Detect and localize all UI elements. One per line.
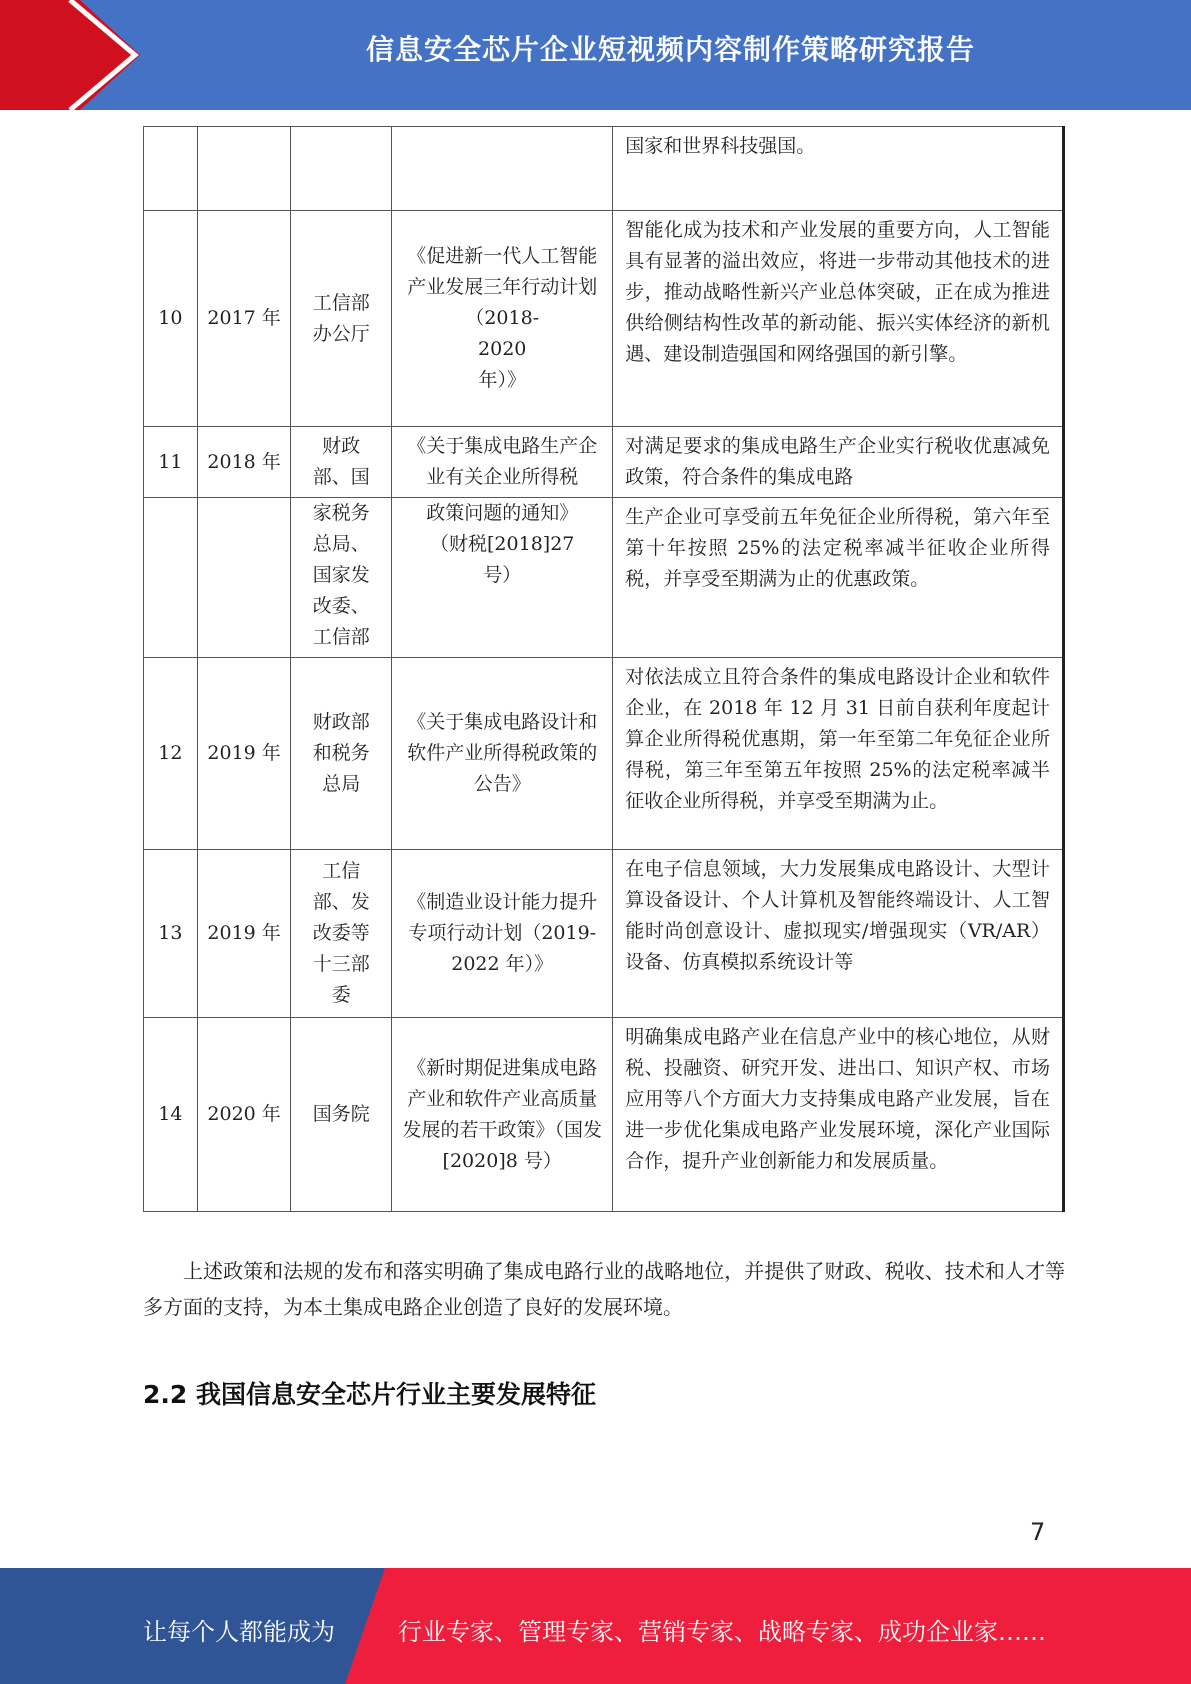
table-row <box>144 127 1064 211</box>
cell-doc: 政策问题的通知》 （财税[2018]27 号） <box>392 498 613 658</box>
cell-no <box>144 127 198 211</box>
cell-year <box>197 127 291 211</box>
cell-desc: 智能化成为技术和产业发展的重要方向，人工智能具有显著的溢出效应，将进一步带动其他技术的进步，推动战略性新兴产业总体突破，正在成为推进供给侧结构性改革的新动能、振兴实体经济的新机遇、建设制造强国和网络强国的新引擎。 <box>613 211 1064 427</box>
body-paragraph: 上述政策和法规的发布和落实明确了集成电路行业的战略地位，并提供了财政、税收、技术和人才等多方面的支持，为本土集成电路企业创造了良好的发展环境。 <box>143 1259 1065 1319</box>
cell-org: 财政 部、国 <box>291 427 392 498</box>
cell-desc: 明确集成电路产业在信息产业中的核心地位，从财税、投融资、研究开发、进出口、知识产权、市场应用等八个方面大力支持集成电路产业发展，旨在进一步优化集成电路产业发展环境，深化产业国际合作，提升产业创新能力和发展质量。 <box>613 1018 1064 1212</box>
page-footer <box>0 1568 1191 1684</box>
table-row <box>144 658 1064 850</box>
cell-org: 工信部 办公厅 <box>291 211 392 427</box>
cell-org: 财政部 和税务 总局 <box>291 658 392 850</box>
cell-no <box>144 498 198 658</box>
cell-no: 10 <box>144 211 198 427</box>
table-row <box>144 211 1064 427</box>
page-header <box>0 0 1191 110</box>
table-row <box>144 498 1064 658</box>
cell-org <box>291 127 392 211</box>
table-row <box>144 1018 1064 1212</box>
cell-desc: 对依法成立且符合条件的集成电路设计企业和软件企业，在 2018 年 12 月 31 日前自获利年度起计算企业所得税优惠期，第一年至第二年免征企业所得税，第三年至第五年按照 25%的法定税率减半征收企业所得税，并享受至期满为止。 <box>613 658 1064 850</box>
cell-desc: 生产企业可享受前五年免征企业所得税，第六年至第十年按照 25%的法定税率减半征收企业所得税，并享受至期满为止的优惠政策。 <box>613 498 1064 658</box>
footer-slogan-right: 行业专家、管理专家、营销专家、战略专家、成功企业家…… <box>398 1618 1046 1646</box>
cell-org: 国务院 <box>291 1018 392 1212</box>
table-row <box>144 850 1064 1018</box>
report-title: 信息安全芯片企业短视频内容制作策略研究报告 <box>365 33 975 66</box>
cell-year <box>197 498 291 658</box>
cell-doc <box>392 127 613 211</box>
cell-doc: 《制造业设计能力提升专项行动计划（2019-2022 年）》 <box>392 850 613 1018</box>
section-heading: 2.2 我国信息安全芯片行业主要发展特征 <box>143 1380 596 1409</box>
cell-org: 工信 部、发 改委等 十三部 委 <box>291 850 392 1018</box>
cell-org: 家税务 总局、 国家发 改委、 工信部 <box>291 498 392 658</box>
cell-desc: 对满足要求的集成电路生产企业实行税收优惠减免政策，符合条件的集成电路 <box>613 427 1064 498</box>
cell-desc: 在电子信息领域，大力发展集成电路设计、大型计算设备设计、个人计算机及智能终端设计、人工智能时尚创意设计、虚拟现实/增强现实（VR/AR）设备、仿真模拟系统设计等 <box>613 850 1064 1018</box>
policy-table <box>143 126 1065 1212</box>
cell-doc: 《新时期促进集成电路产业和软件产业高质量发展的若干政策》（国发[2020]8 号） <box>392 1018 613 1212</box>
cell-year: 2019 年 <box>197 658 291 850</box>
table-row <box>144 427 1064 498</box>
cell-no: 11 <box>144 427 198 498</box>
cell-no: 12 <box>144 658 198 850</box>
footer-slogan-left: 让每个人都能成为 <box>143 1618 335 1646</box>
cell-year: 2019 年 <box>197 850 291 1018</box>
cell-doc: 《关于集成电路生产企业有关企业所得税 <box>392 427 613 498</box>
cell-doc: 《促进新一代人工智能产业发展三年行动计划（2018- 2020 年）》 <box>392 211 613 427</box>
cell-year: 2018 年 <box>197 427 291 498</box>
cell-doc: 《关于集成电路设计和软件产业所得税政策的公告》 <box>392 658 613 850</box>
page-number: 7 <box>1030 1518 1046 1546</box>
cell-no: 13 <box>144 850 198 1018</box>
cell-no: 14 <box>144 1018 198 1212</box>
cell-desc: 国家和世界科技强国。 <box>613 127 1064 211</box>
cell-year: 2017 年 <box>197 211 291 427</box>
cell-year: 2020 年 <box>197 1018 291 1212</box>
